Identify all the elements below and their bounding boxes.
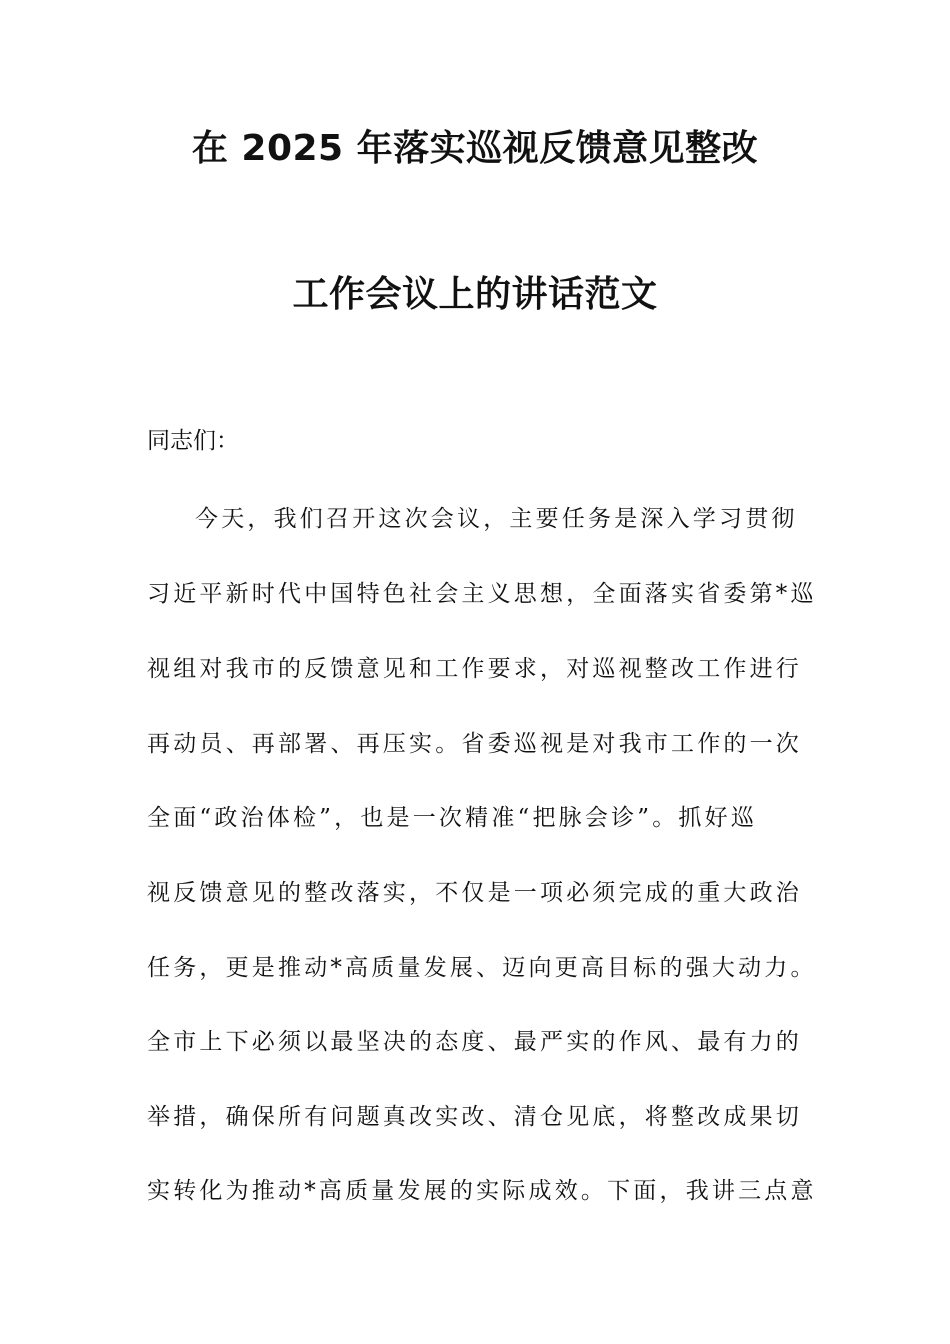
document-title-line-2: 工作会议上的讲话范文 [292, 274, 658, 315]
paragraph-line: 再动员、再部署、再压实。省委巡视是对我市工作的一次 [147, 731, 802, 757]
paragraph-line: 习近平新时代中国特色社会主义思想，全面落实省委第*巡 [147, 581, 817, 607]
paragraph-line: 实转化为推动*高质量发展的实际成效。下面，我讲三点意 [147, 1178, 817, 1204]
paragraph-line: 全市上下必须以最坚决的态度、最严实的作风、最有力的 [147, 1029, 802, 1055]
document-title-line-1: 在 2025 年落实巡视反馈意见整改 [191, 128, 759, 169]
paragraph-line: 举措，确保所有问题真改实改、清仓见底，将整改成果切 [147, 1104, 802, 1130]
paragraph-line: 视反馈意见的整改落实，不仅是一项必须完成的重大政治 [147, 880, 802, 906]
paragraph-line: 今天，我们召开这次会议，主要任务是深入学习贯彻 [195, 506, 798, 532]
paragraph-line: 全面“政治体检”，也是一次精准“把脉会诊”。抓好巡 [147, 805, 758, 831]
paragraph-line: 任务，更是推动*高质量发展、迈向更高目标的强大动力。 [147, 955, 817, 981]
salutation: 同志们： [147, 428, 239, 454]
paragraph-line: 视组对我市的反馈意见和工作要求，对巡视整改工作进行 [147, 656, 802, 682]
